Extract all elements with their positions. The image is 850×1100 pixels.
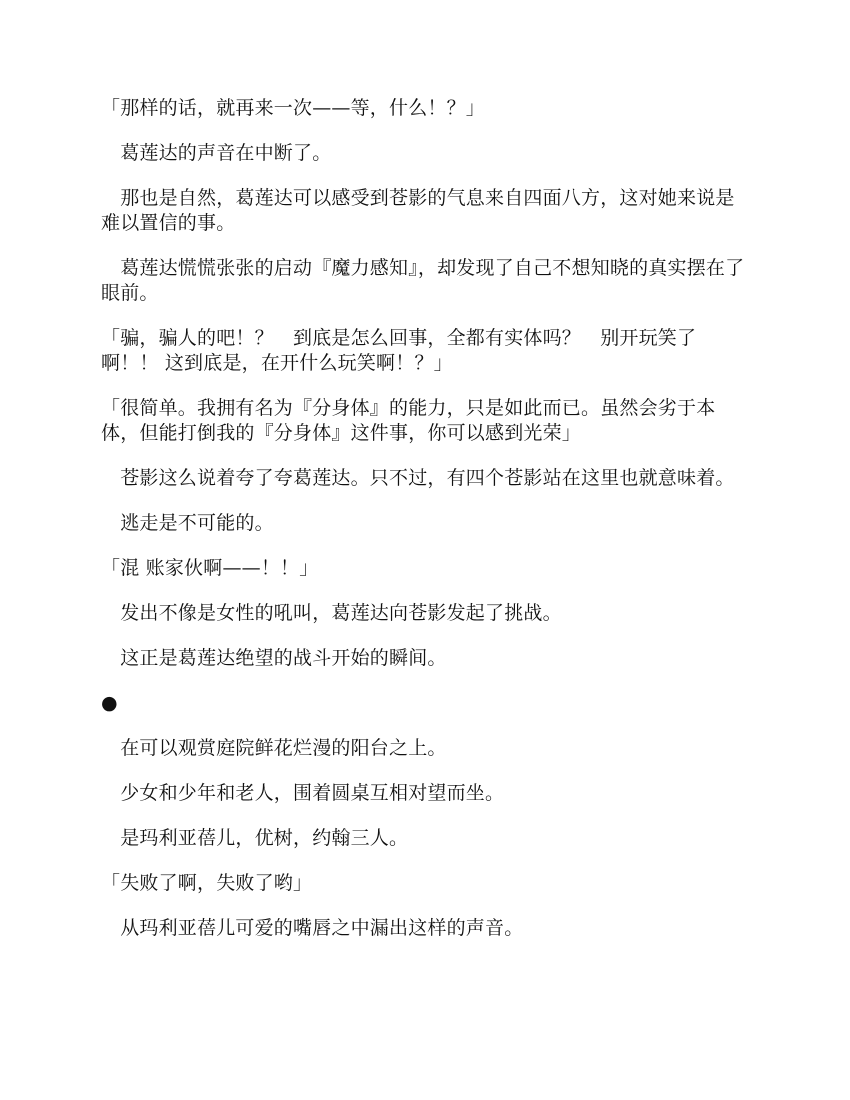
paragraph-11: 这正是葛莲达绝望的战斗开始的瞬间。	[101, 647, 447, 669]
paragraph-14: 是玛利亚蓓儿，优树，约翰三人。	[101, 827, 409, 849]
paragraph-1: 「那样的话，就再来一次——等，什么！？」	[101, 97, 486, 119]
section-break-bullet: ●	[101, 692, 118, 714]
paragraph-13: 少女和少年和老人，围着圆桌互相对望而坐。	[101, 782, 505, 804]
paragraph-4: 葛莲达慌慌张张的启动『魔力感知』，却发现了自己不想知晓的真实摆在了眼前。	[101, 257, 745, 304]
paragraph-6: 「很简单。我拥有名为『分身体』的能力，只是如此而已。虽然会劣于本体，但能打倒我的『分身体』这件事，你可以感到光荣」	[101, 397, 716, 444]
paragraph-15: 「失败了啊，失败了哟」	[101, 872, 313, 894]
paragraph-7: 苍影这么说着夸了夸葛莲达。只不过，有四个苍影站在这里也就意味着。	[101, 467, 735, 489]
paragraph-2: 葛莲达的声音在中断了。	[101, 142, 332, 164]
document-page	[101, 96, 749, 941]
paragraph-5: 「骗，骗人的吧！？ 到底是怎么回事，全都有实体吗？ 别开玩笑了啊！！ 这到底是，在开什么玩笑啊！？」	[101, 327, 697, 374]
paragraph-10: 发出不像是女性的吼叫，葛莲达向苍影发起了挑战。	[101, 602, 562, 624]
paragraph-8: 逃走是不可能的。	[101, 512, 274, 534]
paragraph-12: 在可以观赏庭院鲜花烂漫的阳台之上。	[101, 737, 447, 759]
paragraph-16: 从玛利亚蓓儿可爱的嘴唇之中漏出这样的声音。	[101, 917, 524, 939]
paragraph-3: 那也是自然，葛莲达可以感受到苍影的气息来自四面八方，这对她来说是难以置信的事。	[101, 187, 735, 234]
paragraph-9: 「混 账家伙啊——！！」	[101, 557, 319, 579]
